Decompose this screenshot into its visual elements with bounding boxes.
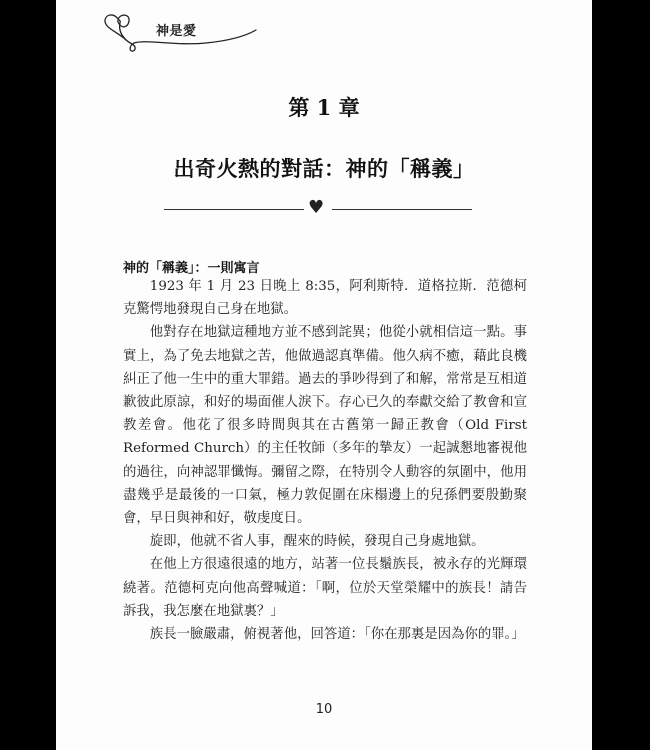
heart-icon: ♥ [308, 197, 325, 218]
chapter-title: 出奇火熱的對話：神的「稱義」 [173, 156, 475, 181]
header-logo [96, 10, 256, 54]
logo-text: 神是愛 [156, 24, 197, 39]
paragraph: 旋即，他就不省人事，醒來的時候，發現自己身處地獄。 [149, 534, 485, 550]
divider-line-left [164, 209, 304, 210]
section-heading: 神的「稱義」：一則寓言 [123, 261, 260, 276]
paragraph: 在他上方很遠很遠的地方，站著一位長鬚族長，被永存的光輝環繞著。范德柯克向他高聲喊道：「啊，位於天堂榮耀中的族長！請告訴我，我怎麼在地獄裏？」 [123, 557, 527, 619]
page-number: 10 [315, 702, 333, 717]
paragraph: 族長一臉嚴肅，俯視著他，回答道：「你在那裏是因為你的罪。」 [149, 627, 525, 643]
chapter-number: 第 1 章 [288, 95, 360, 120]
body-text [123, 275, 527, 646]
ornamental-divider [164, 197, 476, 218]
paragraph: 他對存在地獄這種地方並不感到詫異；他從小就相信這一點。事實上，為了免去地獄之苦，他做過認真準備。他久病不癒，藉此良機糾正了他一生中的重大罪錯。過去的爭吵得到了和解，常常是互相道歉彼此原諒，和好的場面催人淚下。存心已久的奉獻交給了教會和宣教差會。他花了很多時間與其在古舊第一歸正教會（Old First Reformed Church）的主任牧師（多年的摯友）一起誠懇地審視他的過往，向神認罪懺悔。彌留之際，在特別令人動容的氛圍中，他用盡幾乎是最後的一口氣，極力敦促圍在床榻邊上的兒孫們要殷勤聚會，早日與神和好，敬虔度日。 [123, 325, 527, 527]
divider-line-right [332, 209, 472, 210]
paragraph: 1923 年 1 月 23 日晚上 8:35，阿利斯特．道格拉斯．范德柯克驚愕地發現自己身在地獄。 [123, 279, 527, 318]
book-page [56, 0, 592, 750]
